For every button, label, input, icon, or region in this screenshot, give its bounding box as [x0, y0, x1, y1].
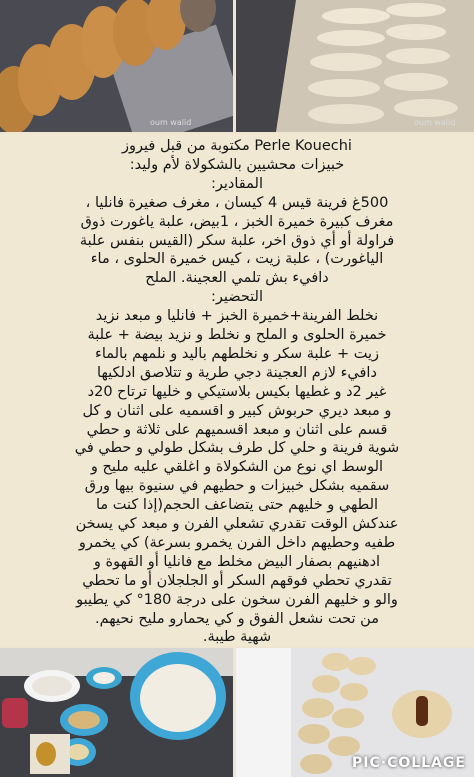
recipe-line: شهية طيبة.: [202, 629, 272, 646]
recipe-line: تقدري تحطي فوقهم السكر أو الجلجلان أو ما تحطي: [82, 572, 392, 589]
recipe-line: شوية فرينة و حلي كل طرف بشكل طولي و حطي في: [74, 440, 400, 457]
watermark-top-right: oum walid: [414, 118, 456, 127]
photo-filled-dough: [236, 648, 474, 777]
recipe-line: سقميه بشكل خبيزات و حطيهم في سنيوة بيها ورق: [84, 478, 390, 495]
recipe-line: المقادير:: [211, 175, 263, 192]
recipe-text-block: [0, 134, 474, 646]
photo-shaped-dough: [236, 0, 474, 132]
photo-baked-buns: [0, 0, 233, 132]
recipe-line: دافيء بش تلمي العجينة. الملح: [145, 270, 329, 287]
collage-brand-label: PIC·COLLAGE: [352, 755, 466, 771]
recipe-line: الياغورت) ، علبة زيت ، كيس خميرة الحلوى ، ماء: [90, 251, 384, 268]
recipe-line: مغرف كبيرة خميرة الخبز ، 1بيض، علبة ياغورت ذوق: [80, 213, 394, 230]
photo-ingredients: [0, 648, 233, 777]
watermark-top-left: oum walid: [150, 118, 192, 127]
recipe-line: Perle Kouechi مكتوبة من قبل فيروز: [122, 138, 352, 154]
recipe-line: نخلط الفرينة+خميرة الخبز + فانليا و مبعد نزيد: [95, 308, 379, 325]
recipe-line: الوسط اي نوع من الشكولاة و اغلقي عليه مليح و: [90, 459, 384, 476]
recipe-line: من تحت نشعل الفوق و كي يحمارو مليح نحيهم.: [95, 610, 379, 627]
recipe-line: الطهي و خليهم حتى يتضاعف الحجم(إذا كنت ما: [95, 497, 379, 514]
recipe-line: دافيء لازم العجينة دجي طرية و تتلاصق ادلكيها: [97, 364, 377, 381]
recipe-line: التحضير:: [210, 289, 264, 306]
ingredients-image: [0, 648, 233, 777]
baked-buns-image: [0, 0, 233, 132]
recipe-line: خميرة الحلوى و الملح و نخلط و نزيد بيضة + علبة: [87, 327, 387, 343]
recipe-line: قسم على اثنان و مبعد اقسميهم على ثلاثة و حطي: [86, 421, 388, 438]
shaped-dough-image: [236, 0, 474, 132]
recipe-line: 500غ فرينة قيس 4 كيسان ، مغرف صغيرة فانليا ،: [85, 194, 389, 211]
recipe-line: و مبعد ديري حربوش كبير و اقسميه على اثنان و كل: [82, 402, 392, 419]
recipe-line: عندكش الوقت تقدري تشعلي الفرن و مبعد كي يسخن: [75, 516, 399, 532]
recipe-line: والو و خليهم الفرن سخون على درجة 180° كي يطيبو: [76, 591, 398, 608]
recipe-line: ادهنيهم بصفار البيض مخلط مع فانليا أو القهوة و: [93, 553, 381, 570]
recipe-line: طفيه وحطيهم داخل الفرن يخمرو بسرعة) كي يخمرو: [78, 534, 396, 551]
recipe-line: زيت + علبة سكر و نخلطهم باليد و نلمهم بالماء: [95, 345, 379, 362]
recipe-line: خبيزات محشيين بالشكولاة لأم وليد:: [129, 156, 345, 173]
recipe-line: غير 2د و غطيها بكيس بلاستيكي و خليها ترتاح 20د: [87, 383, 387, 400]
recipe-line: فراولة أو أي ذوق اخر، علبة سكر (القيس بنفس علبة: [79, 232, 395, 249]
